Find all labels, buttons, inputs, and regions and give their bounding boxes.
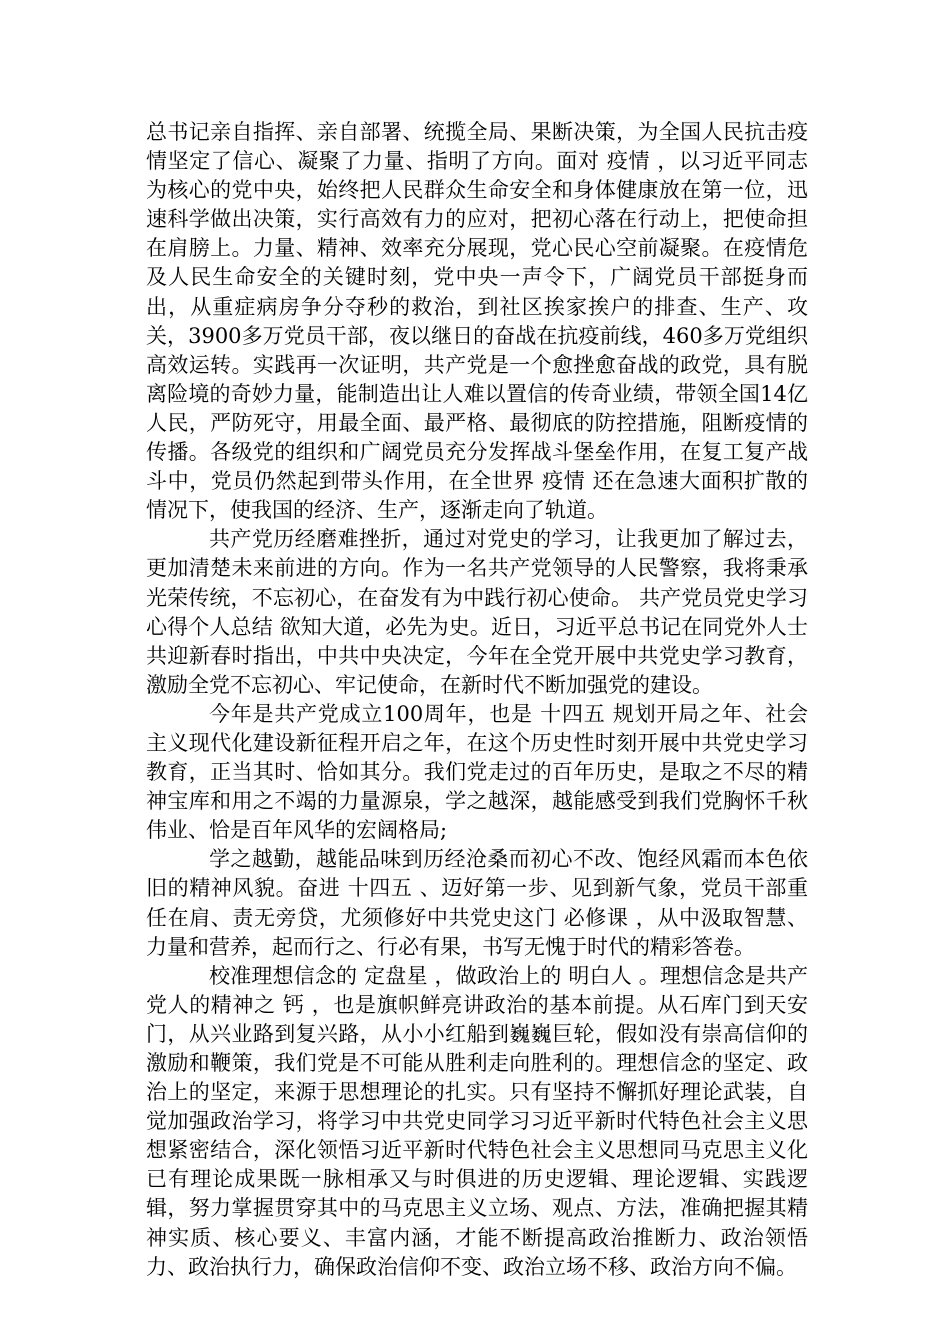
document-body: [146, 118, 808, 1282]
paragraph-4: 学之越勤，越能品味到历经沧桑而初心不改、饱经风霜而本色依旧的精神风貌。奋进 十四五 、迈好第一步、见到新气象，党员干部重任在肩、责无旁贷，尤须修好中共党史这门 必修课 ，从中汲取智慧、力量和营养，起而行之、行必有果，书写无愧于时代的精彩答卷。: [146, 847, 808, 959]
paragraph-5: 校准理想信念的 定盘星 ，做政治上的 明白人 。理想信念是共产党人的精神之 钙 ，也是旗帜鲜亮讲政治的基本前提。从石库门到天安门，从兴业路到复兴路，从小小红船到巍巍巨轮，假如没有崇高信仰的激励和鞭策，我们党是不可能从胜利走向胜利的。理想信念的坚定、政治上的坚定，来源于思想理论的扎实。只有坚持不懈抓好理论武装，自觉加强政治学习，将学习中共党史同学习习近平新时代特色社会主义思想紧密结合，深化领悟习近平新时代特色社会主义思想同马克思主义化已有理论成果既一脉相承又与时俱进的历史逻辑、理论逻辑、实践逻辑，努力掌握贯穿其中的马克思主义立场、观点、方法，准确把握其精神实质、核心要义、丰富内涵，才能不断提高政治推断力、政治领悟力、政治执行力，确保政治信仰不变、政治立场不移、政治方向不偏。: [146, 963, 808, 1279]
paragraph-1: 总书记亲自指挥、亲自部署、统揽全局、果断决策，为全国人民抗击疫情坚定了信心、凝聚了力量、指明了方向。面对 疫情 ，以习近平同志为核心的党中央，始终把人民群众生命安全和身体健康放在第一位，迅速科学做出决策，实行高效有力的应对，把初心落在行动上，把使命担在肩膀上。力量、精神、效率充分展现，党心民心空前凝聚。在疫情危及人民生命安全的关键时刻，党中央一声令下，广阔党员干部挺身而出，从重症病房争分夺秒的救治，到社区挨家挨户的排查、生产、攻关，3900多万党员干部，夜以继日的奋战在抗疫前线，460多万党组织高效运转。实践再一次证明，共产党是一个愈挫愈奋战的政党，具有脱离险境的奇妙力量，能制造出让人难以置信的传奇业绩，带领全国14亿人民，严防死守，用最全面、最严格、最彻底的防控措施，阻断疫情的传播。各级党的组织和广阔党员充分发挥战斗堡垒作用，在复工复产战斗中，党员仍然起到带头作用，在全世界 疫情 还在急速大面积扩散的情况下，使我国的经济、生产，逐渐走向了轨道。: [146, 120, 808, 523]
paragraph-3: 今年是共产党成立100周年，也是 十四五 规划开局之年、社会主义现代化建设新征程开启之年，在这个历史性时刻开展中共党史学习教育，正当其时、恰如其分。我们党走过的百年历史，是取之不尽的精神宝库和用之不竭的力量源泉，学之越深，越能感受到我们党胸怀千秋伟业、恰是百年风华的宏阔格局;: [146, 701, 808, 843]
paragraph-2: 共产党历经磨难挫折，通过对党史的学习，让我更加了解过去，更加清楚未来前进的方向。作为一名共产党领导的人民警察，我将秉承光荣传统，不忘初心，在奋发有为中践行初心使命。 共产党员党史学习心得个人总结 欲知大道，必先为史。近日，习近平总书记在同党外人士共迎新春时指出，中共中央决定，今年在全党开展中共党史学习教育，激励全党不忘初心、牢记使命，在新时代不断加强党的建设。: [146, 527, 808, 697]
